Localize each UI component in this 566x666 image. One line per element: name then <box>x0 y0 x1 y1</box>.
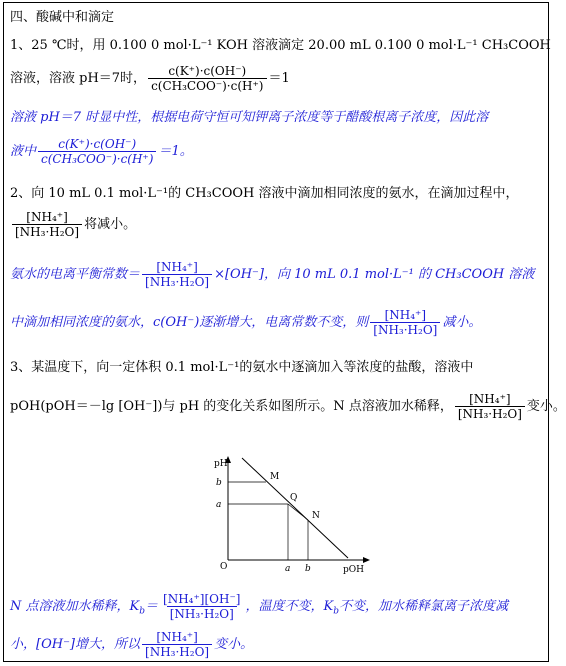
q1-answer-den: c(CH₃COO⁻)·c(H⁺) <box>38 151 156 166</box>
q2-answer-line2 <box>10 308 481 337</box>
q2-line1: 2、向 10 mL 0.1 mol·L⁻¹的 CH₃COOH 溶液中滴加相同浓度的氨水，在滴加过程中， <box>10 186 519 201</box>
q1-line2-post: ＝1 <box>268 71 290 86</box>
x-axis-label: pOH <box>343 565 364 575</box>
q1-line2-text: 溶液，溶液 pH＝7时， <box>10 71 147 86</box>
y-tick-a: a <box>216 500 222 510</box>
q2-answer2-den: [NH₃·H₂O] <box>370 322 440 337</box>
q3-answer2-den: [NH₃·H₂O] <box>142 644 212 659</box>
q2-answer-post: ×[OH⁻]，向 10 mL 0.1 mol·L⁻¹ 的 CH₃COOH 溶液 <box>214 267 535 282</box>
x-tick-b: b <box>305 564 311 574</box>
point-m-label: M <box>270 472 280 482</box>
q3-answer2-num: [NH₄⁺] <box>156 630 198 644</box>
q3-answer2-pre: 小，[OH⁻]增大，所以 <box>10 637 141 652</box>
q3-frac-num: [NH₄⁺] <box>469 392 511 406</box>
q3-answer-den: [NH₃·H₂O] <box>167 606 237 621</box>
x-axis-arrow <box>363 557 370 563</box>
ph-poh-line <box>242 458 348 558</box>
q1-answer-num: c(K⁺)·c(OH⁻) <box>58 137 137 151</box>
q2-line2-post: 将减小。 <box>84 217 137 232</box>
q3-line2 <box>10 392 566 421</box>
q1-answer-post: ＝1。 <box>158 144 193 159</box>
q3-answer-post: ，温度不变，K <box>245 599 334 614</box>
q1-answer-line2 <box>10 137 193 166</box>
q2-line2 <box>10 210 136 239</box>
q1-line2 <box>10 64 290 93</box>
guide-connector <box>288 504 308 520</box>
q2-answer2-post: 减小。 <box>442 315 482 330</box>
q3-answer-line2 <box>10 630 253 659</box>
q2-answer-den: [NH₃·H₂O] <box>142 274 212 289</box>
q3-line2-post: 变小。 <box>526 399 566 414</box>
q2-frac-den: [NH₃·H₂O] <box>12 224 82 239</box>
q3-answer-kb-sub2: b <box>333 606 339 617</box>
point-n-label: N <box>312 511 320 521</box>
ph-poh-figure <box>200 450 380 575</box>
q3-line1: 3、某温度下，向一定体积 0.1 mol·L⁻¹的氨水中逐滴加入等浓度的盐酸，溶液中 <box>10 360 474 375</box>
q3-line2-text: pOH(pOH＝－lg [OH⁻])与 pH 的变化关系如图所示。N 点溶液加水稀释， <box>10 399 453 414</box>
q1-frac-num: c(K⁺)·c(OH⁻) <box>168 64 247 78</box>
origin-label: O <box>220 562 228 572</box>
point-q-label: Q <box>290 493 298 503</box>
q1-answer-text: 液中 <box>10 144 37 159</box>
q2-answer2-pre: 中滴加相同浓度的氨水，c(OH⁻)逐渐增大，电离常数不变，则 <box>10 315 369 330</box>
y-axis-label: pH <box>214 459 228 469</box>
q3-answer-line1 <box>10 592 508 621</box>
q2-answer-num: [NH₄⁺] <box>156 260 198 274</box>
q3-frac-den: [NH₃·H₂O] <box>455 406 525 421</box>
q1-fraction <box>148 64 266 93</box>
q1-line1: 1、25 ℃时，用 0.100 0 mol·L⁻¹ KOH 溶液滴定 20.00 mL 0.100 0 mol·L⁻¹ CH₃COOH <box>10 38 551 53</box>
q2-fraction <box>12 210 82 239</box>
q3-answer-pre: N 点溶液加水稀释，K <box>10 599 140 614</box>
q1-answer-line1: 溶液 pH＝7 时显中性，根据电荷守恒可知钾离子浓度等于醋酸根离子浓度，因此溶 <box>10 110 489 125</box>
q3-answer2-fraction <box>142 630 212 659</box>
q3-answer-kb-sub: b <box>139 606 145 617</box>
q1-frac-den: c(CH₃COO⁻)·c(H⁺) <box>148 78 266 93</box>
q2-frac-num: [NH₄⁺] <box>26 210 68 224</box>
q2-answer2-num: [NH₄⁺] <box>384 308 427 322</box>
q3-answer-fraction <box>160 592 243 621</box>
x-tick-a: a <box>285 564 291 574</box>
q2-answer-line1 <box>10 260 534 289</box>
q3-answer-eq: ＝ <box>145 599 159 614</box>
section-title: 四、酸碱中和滴定 <box>10 10 115 25</box>
q3-answer2-post: 变小。 <box>214 637 254 652</box>
q3-answer-post2: 不变，加水稀释氯离子浓度减 <box>338 599 508 614</box>
y-tick-b: b <box>216 478 222 488</box>
q1-answer-fraction <box>38 137 156 166</box>
q2-answer-pre: 氨水的电离平衡常数＝ <box>10 267 141 282</box>
q3-answer-num: [NH₄⁺][OH⁻] <box>163 592 241 606</box>
q2-answer2-fraction <box>370 308 440 337</box>
q3-fraction <box>455 392 525 421</box>
q2-answer-fraction <box>142 260 212 289</box>
